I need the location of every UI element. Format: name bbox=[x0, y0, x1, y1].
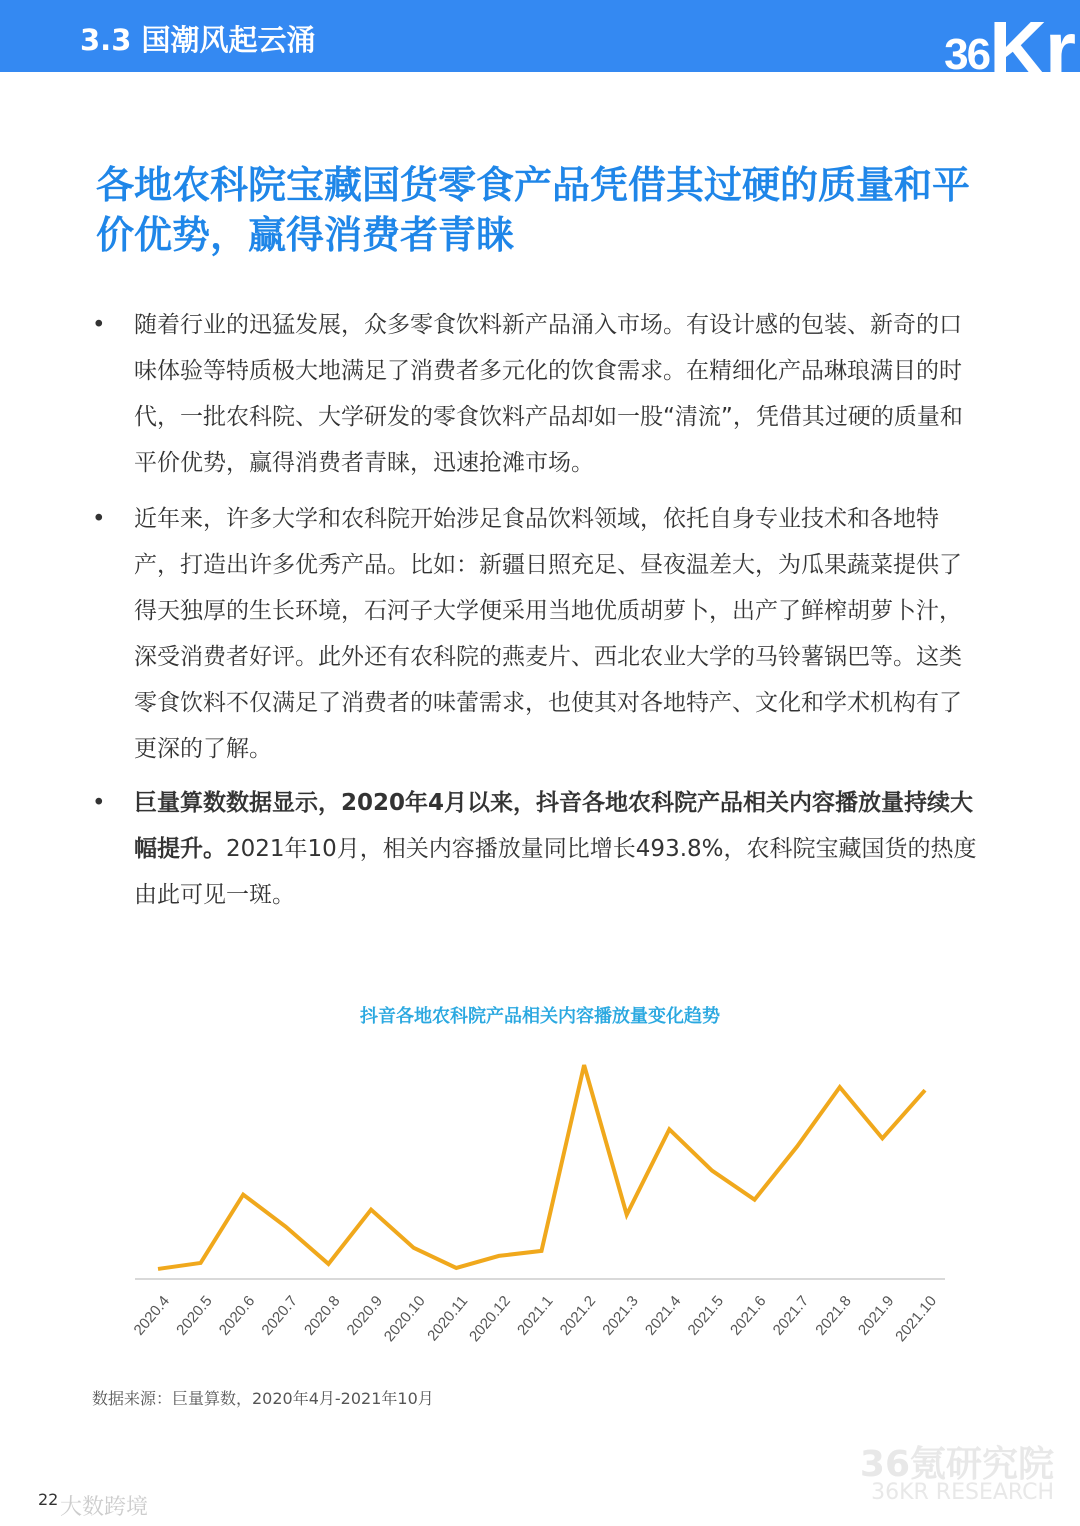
chart-title: 抖音各地农科院产品相关内容播放量变化趋势 bbox=[360, 1006, 720, 1027]
bullet-item bbox=[92, 496, 992, 772]
data-source: 数据来源：巨量算数，2020年4月-2021年10月 bbox=[92, 1389, 434, 1408]
x-tick-label: 2021.5 bbox=[684, 1292, 728, 1339]
bullet-text-rest: 2021年10月，相关内容播放量同比增长493.8%，农科院宝藏国货的热度由此可见一斑。 bbox=[134, 836, 977, 908]
watermark-corner bbox=[8, 1490, 148, 1521]
line-chart bbox=[0, 1040, 1080, 1370]
x-tick-label: 2021.1 bbox=[514, 1292, 557, 1339]
x-tick-label: 2021.2 bbox=[556, 1292, 600, 1339]
x-tick-label: 2020.4 bbox=[130, 1292, 174, 1339]
bullet-icon: • bbox=[92, 506, 106, 532]
bullet-text: 近年来，许多大学和农科院开始涉足食品饮料领域，依托自身专业技术和各地特产，打造出许多优秀产品。比如：新疆日照充足、昼夜温差大，为瓜果蔬菜提供了得天独厚的生长环境，石河子大学便采用当地优质胡萝卜，出产了鲜榨胡萝卜汁，深受消费者好评。此外还有农科院的燕麦片、西北农业大学的马铃薯锅巴等。这类零食饮料不仅满足了消费者的味蕾需求，也使其对各地特产、文化和学术机构有了更深的了解。 bbox=[134, 506, 962, 762]
x-tick-label: 2020.9 bbox=[343, 1292, 387, 1339]
x-tick-label: 2021.4 bbox=[641, 1292, 685, 1339]
bullet-text bbox=[134, 780, 984, 918]
x-tick-label: 2020.5 bbox=[173, 1292, 216, 1339]
section-title: 3.3 国潮风起云涌 bbox=[80, 23, 316, 57]
page-title: 各地农科院宝藏国货零食产品凭借其过硬的质量和平价优势，赢得消费者青睐 bbox=[96, 163, 971, 257]
x-tick-label: 2020.10 bbox=[380, 1292, 429, 1346]
bullet-bold-text: 巨量算数数据显示，2020年4月以来，抖音各地农科院产品相关内容播放量持续大幅提升。 bbox=[134, 790, 974, 862]
bullet-icon: • bbox=[92, 790, 106, 816]
watermark-corner-text: 大数跨境 bbox=[60, 1495, 149, 1520]
bullet-item bbox=[92, 302, 992, 486]
section-header-bar bbox=[0, 0, 1080, 94]
bullet-text: 随着行业的迅猛发展，众多零食饮料新产品涌入市场。有设计感的包装、新奇的口味体验等特质极大地满足了消费者多元化的饮食需求。在精细化产品琳琅满目的时代，一批农科院、大学研发的零食饮料产品却如一股“清流”，凭借其过硬的质量和平价优势，赢得消费者青睐，迅速抢滩市场。 bbox=[134, 312, 963, 476]
x-tick-label: 2021.8 bbox=[812, 1292, 855, 1339]
page-number: 22 bbox=[38, 1490, 59, 1509]
x-tick-label: 2021.7 bbox=[769, 1292, 813, 1339]
x-tick-label: 2020.12 bbox=[466, 1292, 514, 1346]
x-tick-label: 2020.6 bbox=[215, 1292, 259, 1339]
x-tick-label: 2021.10 bbox=[892, 1292, 941, 1346]
bullet-icon: • bbox=[92, 312, 106, 338]
watermark-36kr-research-cn: 36氪研究院 bbox=[859, 1444, 1054, 1485]
x-tick-label: 2021.9 bbox=[854, 1292, 898, 1339]
series-line bbox=[158, 1065, 925, 1269]
x-tick-label: 2020.7 bbox=[258, 1292, 301, 1339]
36kr-logo: 36Kr bbox=[944, 5, 1074, 94]
bullet-item bbox=[92, 780, 992, 918]
x-tick-label: 2020.11 bbox=[424, 1292, 472, 1345]
x-tick-label: 2020.8 bbox=[300, 1292, 344, 1339]
x-tick-label: 2021.6 bbox=[727, 1292, 770, 1339]
watermark-36kr-research-en: 36KR RESEARCH bbox=[871, 1480, 1054, 1505]
x-tick-label: 2021.3 bbox=[599, 1292, 642, 1339]
